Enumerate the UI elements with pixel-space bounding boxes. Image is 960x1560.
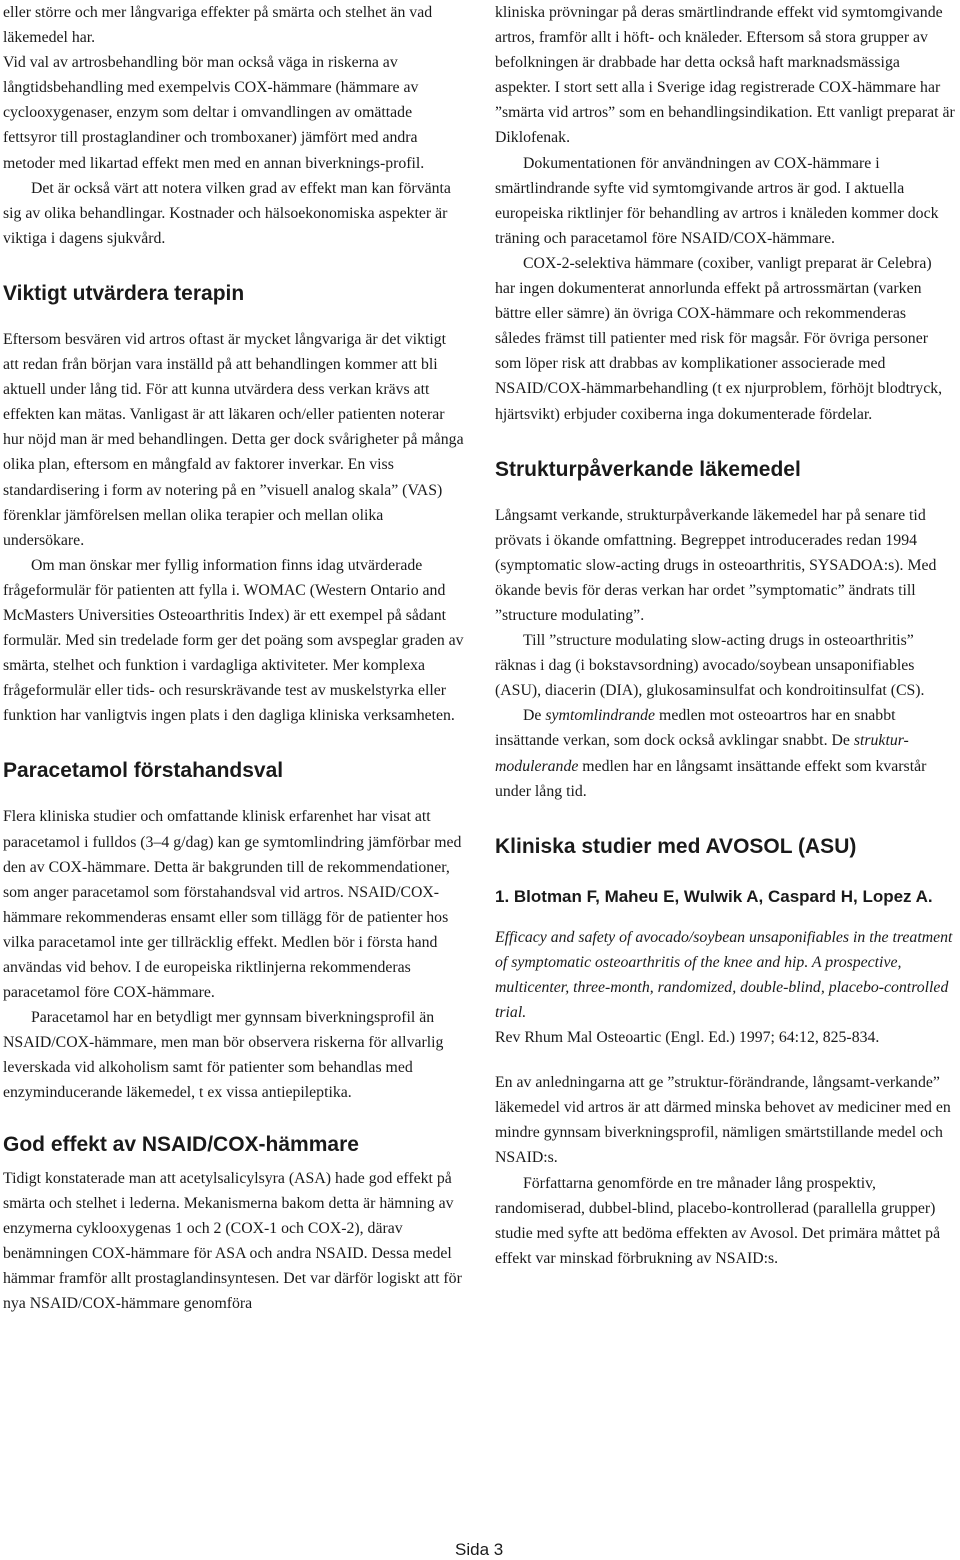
heading-evaluate-therapy: Viktigt utvärdera terapin [3,281,245,305]
emphasis-symptom-relieving: symtomlindrande [545,707,656,725]
paragraph-structure-2: Till ”structure modulating slow-acting drugs in osteoarthritis” räknas i dag (i bokstavsordning) avocado/soybean unsaponifiables (ASU), diacerin (DIA), glukosaminsulfat och kondroitinsulfat (CS). [495,632,925,700]
paragraph-structure-1: Långsamt verkande, strukturpåverkande läkemedel har på senare tid prövats i ökande omfattning. Begreppet introducerades redan 1994 (symptomatic slow-acting drugs in osteoarthritis, SYSADOA:s). Med ökande bevis för deras verkan har ordet ”symptomatic” ändrats till ”structure modulating”. [495,506,937,624]
paragraph-paracetamol-2: Paracetamol har en betydligt mer gynnsam biverkningsprofil än NSAID/COX-hämmare, men man bör observera riskerna för allvarlig leverskada vid alkoholism samt för patienter som behandlas med enzyminducerande läkemedel, t ex vissa antiepileptika. [3,1009,444,1102]
reference-authors: 1. Blotman F, Maheu E, Wulwik A, Caspard H, Lopez A. [495,886,933,906]
heading-paracetamol: Paracetamol förstahandsval [3,759,284,783]
heading-clinical-studies: Kliniska studier med AVOSOL (ASU) [495,834,857,858]
paragraph-evaluate-2: Om man önskar mer fyllig information finns idag utvärderade frågeformulär för patienten att fylla i. WOMAC (Western Ontario and McMasters Universities Osteoarthritis Index) är ett exempel på sådant formulär. Med sin tredelade form ger det poäng som avspeglar graden av smärta, stelhet och funktion i vardagliga aktiviteter. Mer komplexa frågeformulär eller tids- och resurskrävande test av muskelstyrka eller funktion har vanligtvis ingen plats i den dagliga kliniska verksamheten. [3,556,464,725]
paragraph-risks: Vid val av artrosbehandling bör man också väga in riskerna av långtidsbehandling med exempelvis COX-hämmare (hämmare av cyclooxygenaser, enzym som deltar i omvandlingen av omättade fettsyror till prostaglandiner och tromboxaner) jämfört med andra metoder med likartad effekt men med en annan biverknings-profil. [3,54,425,172]
paragraph-paracetamol-1: Flera kliniska studier och omfattande klinisk erfarenhet har visat att paracetamol i fulldos (3–4 g/dag) kan ge symtomlindring jämförbar med den av COX-hämmare. Detta är bakgrunden till de rekommendationer, som anger paracetamol som förstahandsval vid artros. NSAID/COX-hämmare rekommenderas ensamt eller som tillägg för de patienter hos vilka paracetamol inte ger tillräcklig effekt. Medlen bör i första hand användas vid behov. I de europeiska riktlinjerna rekommenderas paracetamol före COX-hämmare. [3,808,462,1002]
paragraph-cox2: COX-2-selektiva hämmare (coxiber, vanligt preparat är Celebra) har ingen dokumenterat annorlunda effekt på artrossmärtan (varken bättre eller sämre) än övriga COX-hämmare och rekommenderas således främst till patienter med risk för magsår. För övriga personer som löper risk att drabbas av komplikationer associerade med NSAID/COX-hämmarbehandling (t ex njurproblem, förhöjt blodtryck, hjärtsvikt) erbjuder coxiberna inga dokumenterade fördelar. [495,254,943,423]
right-column [495,0,955,1271]
paragraph-intro-end: eller större och mer långvariga effekter på smärta och stelhet än vad läkemedel har. [3,4,433,47]
paragraph-reference-1: En av anledningarna att ge ”struktur-förändrande, långsamt-verkande” läkemedel vid artros är att därmed minska behovet av mediciner med en mindre gynnsam biverkningsprofil, nämligen smärtstillande medel och NSAID:s. [495,1074,951,1167]
paragraph-nsaid: Tidigt konstaterade man att acetylsalicylsyra (ASA) hade god effekt på smärta och stelhet i lederna. Mekanismerna bakom detta är hämning av enzymerna cyklooxygenas 1 och 2 (COX-1 och COX-2), därav benämningen COX-hämmare för ASA och andra NSAID. Dessa medel hämmar framför allt prostaglandinsyntesen. Det var därför logiskt att för nya NSAID/COX-hämmare genomföra [3,1169,462,1313]
reference-title: Efficacy and safety of avocado/soybean unsaponifiables in the treatment of symptomatic osteoarthritis of the knee and hip. A prospective, multicenter, three-month, randomized, double-blind, placebo-controlled trial. [495,928,953,1021]
paragraph-continued: kliniska prövningar på deras smärtlindrande effekt vid symtomgivande artros, framför allt i höft- och knäleder. Eftersom så stora grupper av befolkningen är drabbade har detta också haft marknadsmässiga aspekter. I stort sett alla i Sverige idag registrerade COX-hämmare har ”smärta vid artros” som en behandlingsindikation. Ett vanligt preparat är Diklofenak. [495,4,955,147]
paragraph-evaluate-1: Eftersom besvären vid artros oftast är mycket långvariga är det viktigt att redan från början vara inställd på att behandlingen kommer att bli aktuell under lång tid. För att kunna utvärdera dess verkan krävs att effekten kan mätas. Vanligast är att läkaren och/eller patienten noterar hur nöjd man är med behandlingen. Detta ger dock svårigheter på många olika plan, eftersom en mångfald av faktorer inverkar. En viss standardisering i form av notering på en ”visuell analog skala” (VAS) förenklar jämförelsen mellan olika terapier och mellan olika undersökare. [3,330,464,549]
paragraph-effect-costs: Det är också värt att notera vilken grad av effekt man kan förvänta sig av olika behandlingar. Kostnader och hälsoekonomiska aspekter är viktiga i dagens sjukvård. [3,179,451,247]
emphasis-structure-modulating: struktur-modulerande [495,732,909,775]
left-column [3,0,465,1316]
paragraph-reference-2: Författarna genomförde en tre månader lång prospektiv, randomiserad, dubbel-blind, placebo-kontrollerad (parallella grupper) studie med syfte att bedöma effekten av Avosol. Det primära måttet på effekt var minskad förbrukning av NSAID:s. [495,1174,941,1267]
heading-structure-drugs: Strukturpåverkande läkemedel [495,457,801,481]
heading-nsaid: God effekt av NSAID/COX-hämmare [3,1132,359,1156]
paragraph-documentation: Dokumentationen för användningen av COX-hämmare i smärtlindrande syfte vid symtomgivande artros är god. I aktuella europeiska riktlinjer för behandling av artros i knäleden kommer dock träning och paracetamol före NSAID/COX-hämmare. [495,154,939,247]
paragraph-structure-3: De symtomlindrande medlen mot osteoartros har en snabbt insättande verkan, som dock också avklingar snabbt. De struktur-modulerande medlen har en långsamt insättande effekt som kvarstår under lång tid. [495,707,927,800]
page-number: Sida 3 [455,1540,504,1559]
reference-source: Rev Rhum Mal Osteoartic (Engl. Ed.) 1997; 64:12, 825-834. [495,1029,880,1047]
